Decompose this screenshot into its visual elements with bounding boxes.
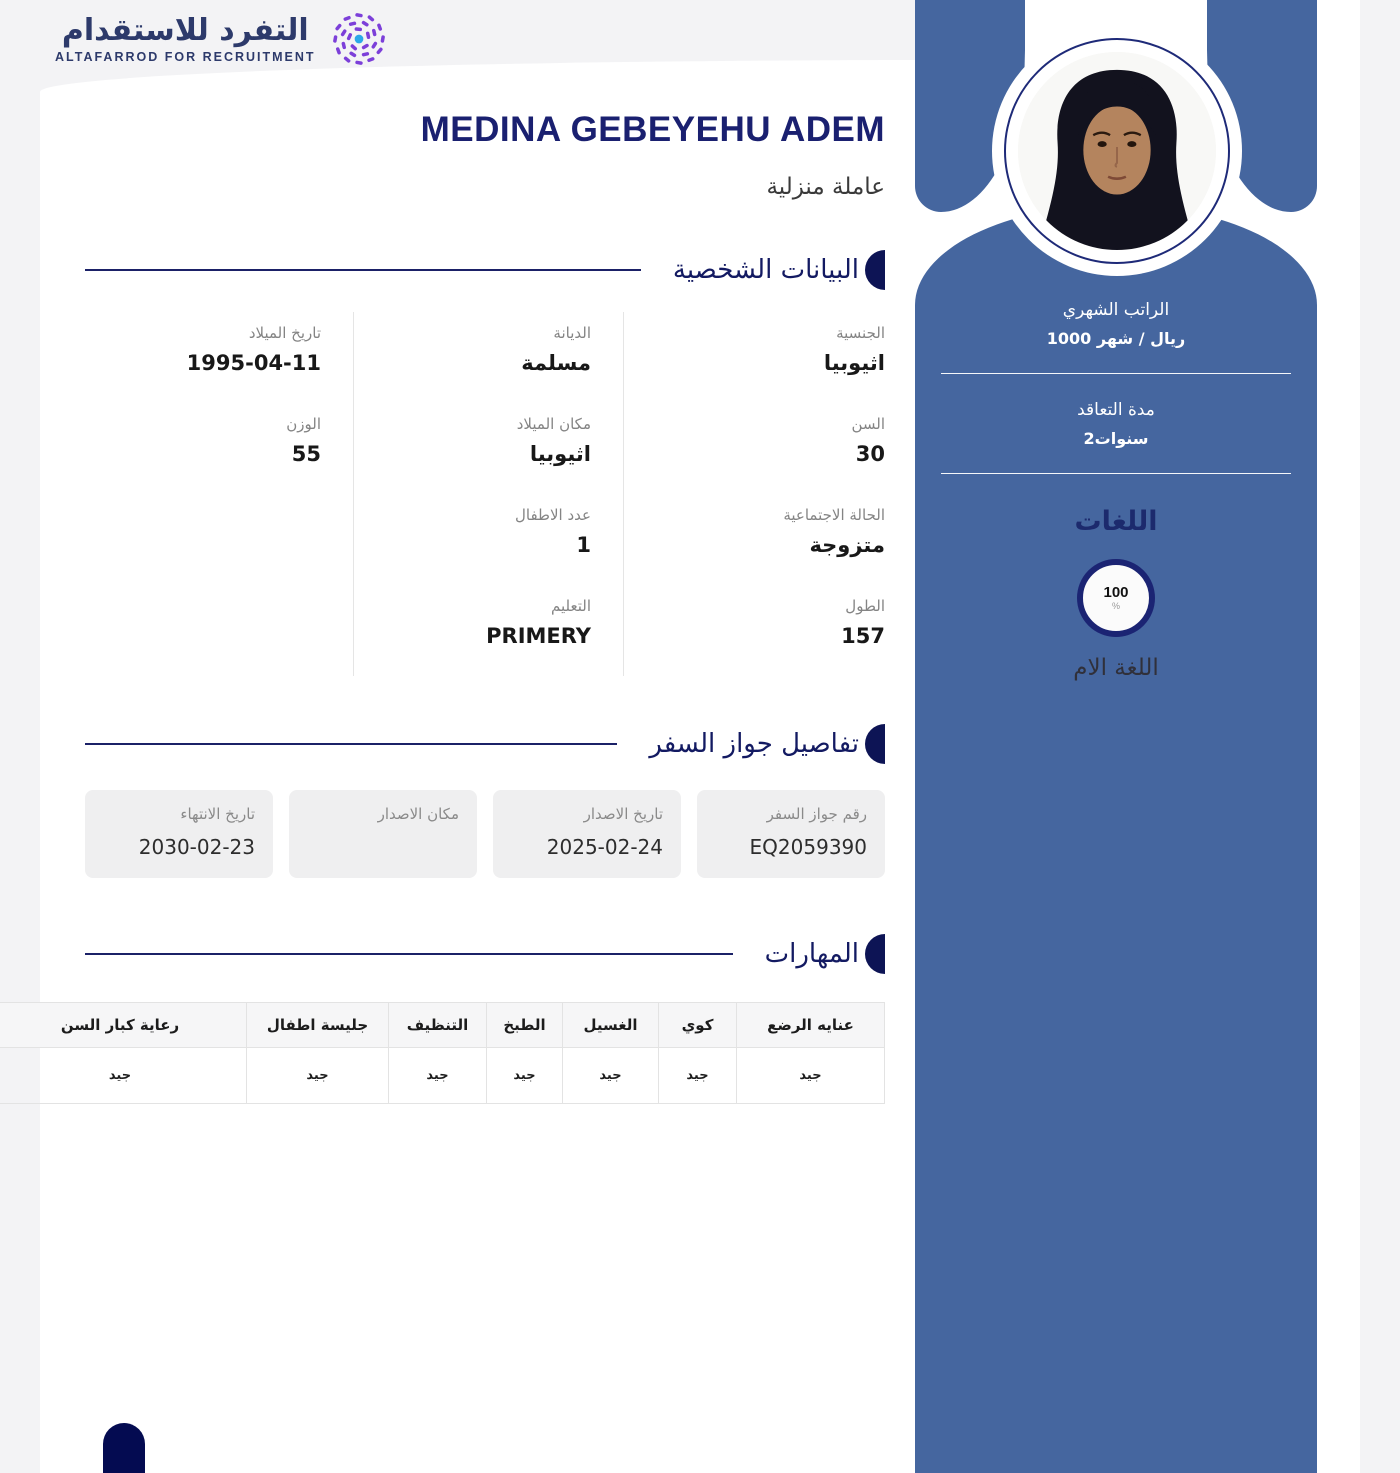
section-title-skills: المهارات [764,939,859,969]
main-content [60,90,885,1104]
logo-subtitle-english: ALTAFARROD FOR RECRUITMENT [55,49,316,64]
bottom-tab-decoration [103,1423,145,1473]
skills-value-row [0,1048,885,1104]
skill-header-elderly-care: رعاية كبار السن [0,1003,247,1048]
profile-photo [1018,52,1216,250]
skill-rating: جيد [563,1048,659,1104]
skill-header-cleaning: التنظيف [389,1003,487,1048]
logo-title-arabic: التفرد للاستقدام [61,13,309,49]
card-label: مكان الاصدار [377,805,459,823]
card-value: 2030-02-23 [138,835,255,859]
section-bullet-icon [865,724,885,764]
field-label: الديانة [553,324,591,342]
skill-rating: جيد [0,1048,247,1104]
section-divider-line [85,269,641,271]
job-title: عاملة منزلية [766,174,885,200]
section-bullet-icon [865,934,885,974]
field-marital-status [624,494,885,585]
languages-title: اللغات [1074,506,1158,537]
candidate-name: MEDINA GEBEYEHU ADEM [420,110,885,149]
field-label: التعليم [551,597,591,615]
logo-text [55,14,316,64]
personal-column-1 [623,312,885,676]
field-children-count [354,494,591,585]
section-title-passport: تفاصيل جواز السفر [649,729,859,759]
profile-photo-frame [1004,38,1230,264]
card-value [307,835,459,861]
field-label: الحالة الاجتماعية [783,506,885,524]
field-label: السن [851,415,885,433]
skills-header-row [0,1003,885,1048]
field-value: متزوجة [809,533,885,557]
contract-duration-value: 2سنوات [1083,429,1149,448]
field-label: عدد الاطفال [515,506,591,524]
field-height [624,585,885,676]
agency-logo [55,8,390,70]
sidebar-content [915,300,1317,681]
field-label: مكان الميلاد [516,415,591,433]
sidebar-divider [941,373,1291,374]
card-label: رقم جواز السفر [766,805,867,823]
language-progress-circle [1077,559,1155,637]
field-nationality [624,312,885,403]
field-religion [354,312,591,403]
card-issue-date [493,790,681,878]
personal-column-3 [85,312,353,676]
logo-spiral-dots-icon [328,8,390,70]
field-value: 55 [291,442,321,466]
skills-table [0,1002,885,1104]
passport-cards [85,790,885,878]
card-passport-number [697,790,885,878]
card-expiry-date [85,790,273,878]
section-divider-line [85,953,733,955]
skill-rating: جيد [737,1048,885,1104]
card-issue-place [289,790,477,878]
skill-header-laundry: الغسيل [563,1003,659,1048]
field-value: PRIMERY [486,624,591,648]
sidebar [915,0,1360,1473]
section-header-personal [85,250,885,290]
field-label: الجنسية [836,324,885,342]
card-value: EQ2059390 [749,835,867,859]
section-header-passport [85,724,885,764]
skill-header-cooking: الطبخ [487,1003,563,1048]
personal-column-2 [353,312,623,676]
field-value: اثيوبيا [823,351,885,375]
field-value: 157 [841,624,885,648]
skill-rating: جيد [487,1048,563,1104]
personal-data-grid [85,312,885,676]
field-label: الطول [845,597,885,615]
profile-photo-avatar [1018,52,1216,250]
field-value: 1 [576,533,591,557]
skill-rating: جيد [247,1048,389,1104]
field-label: الوزن [286,415,321,433]
field-education [354,585,591,676]
skill-header-ironing: كوي [659,1003,737,1048]
field-value: 1995-04-11 [186,351,321,375]
language-percent-unit: % [1112,601,1121,611]
section-bullet-icon [865,250,885,290]
skill-rating: جيد [659,1048,737,1104]
field-value: 30 [855,442,885,466]
skill-rating: جيد [389,1048,487,1104]
contract-duration-label: مدة التعاقد [1077,400,1155,420]
field-value: اثيوبيا [529,442,591,466]
salary-label: الراتب الشهري [1062,300,1170,320]
section-divider-line [85,743,617,745]
field-age [624,403,885,494]
field-birthplace [354,403,591,494]
skill-header-infant-care: عنايه الرضع [737,1003,885,1048]
card-label: تاريخ الاصدار [583,805,663,823]
card-label: تاريخ الانتهاء [180,805,255,823]
field-label: تاريخ الميلاد [248,324,321,342]
section-header-skills [85,934,885,974]
language-percent: 100 [1103,584,1129,601]
field-weight [85,403,321,494]
skill-header-babysitting: جليسة اطفال [247,1003,389,1048]
sidebar-divider [941,473,1291,474]
section-title-personal: البيانات الشخصية [672,255,859,285]
field-birthdate [85,312,321,403]
field-value: مسلمة [521,351,591,375]
card-value: 2025-02-24 [546,835,663,859]
salary-value: 1000 ريال / شهر [1046,329,1186,348]
language-name: اللغة الام [1073,655,1159,681]
